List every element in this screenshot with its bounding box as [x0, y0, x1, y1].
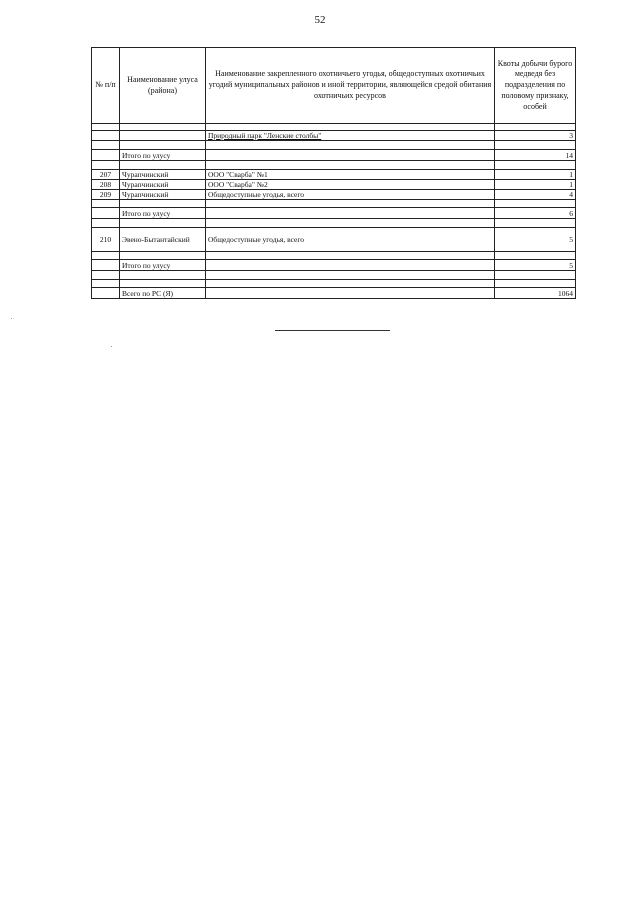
grand-total-quota: 1064 — [495, 288, 576, 299]
total-quota: 6 — [495, 208, 576, 219]
total-row — [92, 150, 576, 161]
scan-speck — [111, 346, 112, 347]
blank-row — [92, 200, 576, 208]
blank-row — [92, 124, 576, 131]
total-row — [92, 208, 576, 219]
header-row — [92, 48, 576, 124]
table-row — [92, 180, 576, 190]
blank-row — [92, 141, 576, 150]
scan-speck — [11, 318, 12, 319]
row-number: 210 — [92, 228, 120, 252]
table-row — [92, 131, 576, 141]
total-label: Итого по улусу — [120, 260, 206, 271]
total-label: Итого по улусу — [120, 208, 206, 219]
row-number: 208 — [92, 180, 120, 190]
header-district: Наименование улуса (района) — [120, 48, 206, 124]
land-cell: Природный парк "Ленские столбы" — [206, 131, 495, 141]
table-row — [92, 170, 576, 180]
blank-row — [92, 252, 576, 260]
page-number: 52 — [314, 14, 326, 26]
district-cell: Эвено-Бытантайский — [120, 228, 206, 252]
table-row — [92, 190, 576, 200]
closing-rule — [275, 330, 390, 331]
grand-total-label: Всего по РС (Я) — [120, 288, 206, 299]
total-quota: 5 — [495, 260, 576, 271]
row-number: 207 — [92, 170, 120, 180]
header-land: Наименование закрепленного охотничьего угодья, общедоступных охотничьих угодий муниципальных районов и иной территории, являющейся средой обитания охотничьих ресурсов — [206, 48, 495, 124]
land-cell: ООО "Сварба" №2 — [206, 180, 495, 190]
quota-cell: 5 — [495, 228, 576, 252]
blank-row — [92, 161, 576, 170]
land-cell: ООО "Сварбa" №1 — [206, 170, 495, 180]
blank-row — [92, 280, 576, 288]
quota-cell: 1 — [495, 170, 576, 180]
header-num: № п/п — [92, 48, 120, 124]
quota-cell: 3 — [495, 131, 576, 141]
district-cell: Чурапчинский — [120, 190, 206, 200]
row-number: 209 — [92, 190, 120, 200]
land-cell: Общедоступные угодья, всего — [206, 190, 495, 200]
blank-row — [92, 219, 576, 228]
total-label: Итого по улусу — [120, 150, 206, 161]
quota-cell: 4 — [495, 190, 576, 200]
quota-cell: 1 — [495, 180, 576, 190]
district-cell: Чурапчинский — [120, 170, 206, 180]
blank-row — [92, 271, 576, 280]
quota-table — [91, 47, 576, 299]
table-row — [92, 228, 576, 252]
header-quota: Квоты добычи бурого медведя без подразделения по половому признаку, особей — [495, 48, 576, 124]
land-cell: Общедоступные угодья, всего — [206, 228, 495, 252]
district-cell: Чурапчинский — [120, 180, 206, 190]
total-row — [92, 260, 576, 271]
total-quota: 14 — [495, 150, 576, 161]
grand-total-row — [92, 288, 576, 299]
